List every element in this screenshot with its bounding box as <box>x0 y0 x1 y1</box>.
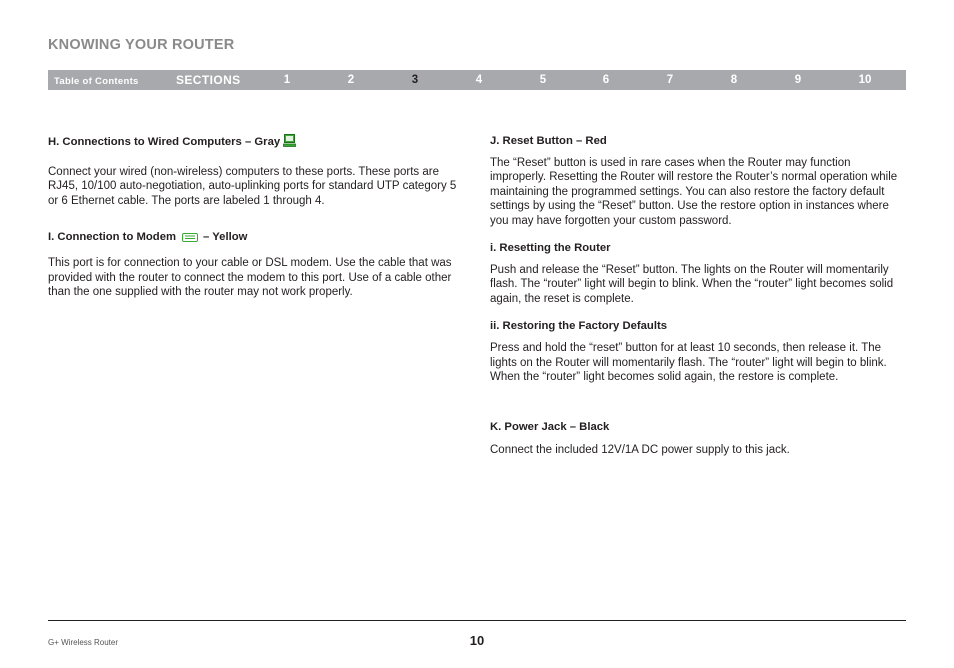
modem-icon <box>182 232 198 246</box>
section-k-body: Connect the included 12V/1A DC power supply to this jack. <box>490 444 790 457</box>
footer-divider <box>48 620 906 621</box>
section-i-body: This port is for connection to your cable or DSL modem. Use the cable that was provided with the router to connect the modem to this port. Use of a cable other than the one supplied with the router may not work properly. <box>48 257 452 299</box>
section-link-3[interactable]: 3 <box>411 74 419 86</box>
section-link-7[interactable]: 7 <box>666 74 674 86</box>
table-of-contents-link[interactable]: Table of Contents <box>54 76 139 87</box>
section-h-title: H. Connections to Wired Computers – Gray <box>48 136 281 148</box>
page-number: 10 <box>469 633 485 648</box>
section-j-body: The “Reset” button is used in rare cases when the Router may function improperly. Resetting the Router will restore the Router’s normal operation while maintaining the programmed settings. You can also restore the factory default settings by using the “Reset” button. Use the restore option in instances where you may have forgotten your custom password. <box>490 157 898 227</box>
section-j-heading: J. Reset Button – Red <box>490 135 607 147</box>
right-column <box>490 134 902 458</box>
section-link-8[interactable]: 8 <box>730 74 738 86</box>
section-i-title-before: I. Connection to Modem <box>48 231 177 244</box>
section-ji-body: Push and release the “Reset” button. The lights on the Router will momentarily flash. The “router” light will begin to blink. When the “router” light becomes solid again, the reset is complete. <box>490 264 894 305</box>
section-link-6[interactable]: 6 <box>602 74 610 86</box>
section-i-heading <box>48 230 458 246</box>
section-i-title-after: – Yellow <box>203 231 248 244</box>
section-link-4[interactable]: 4 <box>475 74 483 86</box>
footer-product-name: G+ Wireless Router <box>48 638 119 647</box>
computer-icon <box>283 134 296 151</box>
section-jii-body: Press and hold the “reset” button for at least 10 seconds, then release it. The lights on the Router will momentarily flash. The “router” light will begin to blink. When the “router” light becomes solid again, the restore is complete. <box>490 342 887 384</box>
left-column <box>48 134 458 299</box>
section-link-9[interactable]: 9 <box>794 74 802 86</box>
section-navigation-bar <box>48 70 906 90</box>
section-link-5[interactable]: 5 <box>539 74 547 86</box>
section-h-body: Connect your wired (non-wireless) computers to these ports. These ports are RJ45, 10/100 auto-negotiation, auto-uplinking ports for standard UTP category 5 or 6 Ethernet cable. The ports are labeled 1 through 4. <box>48 166 457 207</box>
sections-label: SECTIONS <box>176 73 241 87</box>
section-link-2[interactable]: 2 <box>347 74 355 86</box>
section-link-10[interactable]: 10 <box>858 74 872 86</box>
section-ji-heading: i. Resetting the Router <box>490 242 611 255</box>
section-jii-heading: ii. Restoring the Factory Defaults <box>490 320 668 333</box>
section-link-1[interactable]: 1 <box>283 74 291 86</box>
section-h-heading <box>48 134 458 151</box>
section-k-heading: K. Power Jack – Black <box>490 421 610 434</box>
page-header-title: KNOWING YOUR ROUTER <box>48 37 235 53</box>
